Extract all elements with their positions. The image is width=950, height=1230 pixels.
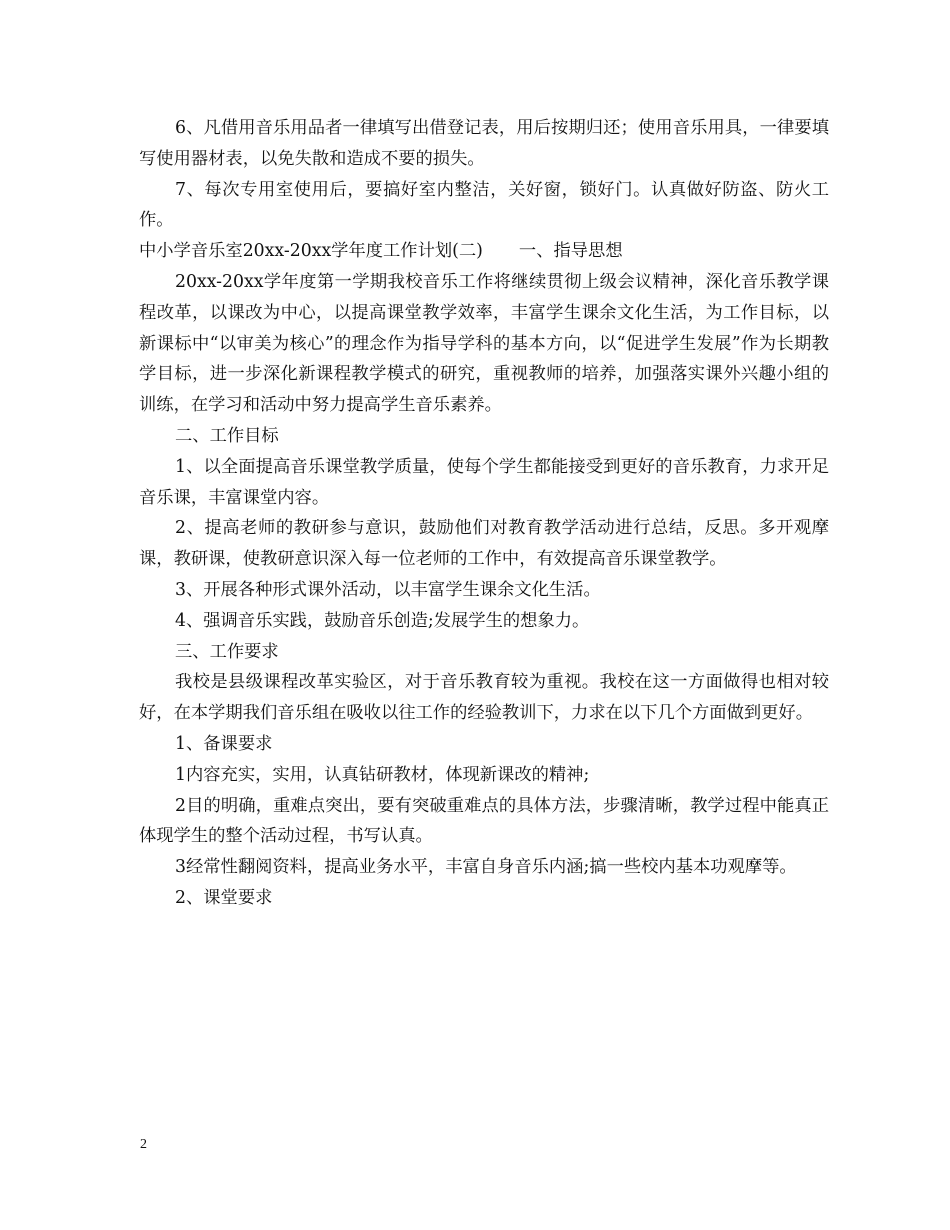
- lesson-prep-item-1: 1内容充实，实用，认真钻研教材，体现新课改的精神;: [175, 764, 590, 785]
- section-heading-work-goals: 二、工作目标: [175, 425, 279, 446]
- lesson-prep-item-3: 3经常性翻阅资料，提高业务水平，丰富自身音乐内涵;搞一些校内基本功观摩等。: [175, 857, 797, 878]
- lesson-prep-item-2: 2目的明确，重难点突出，要有突破重难点的具体方法，步骤清晰，教学过程中能真正体现学生的整个活动过程，书写认真。: [139, 795, 829, 847]
- document-body: [139, 113, 829, 914]
- section-heading-work-requirements: 三、工作要求: [175, 641, 279, 662]
- goal-item-1: 1、以全面提高音乐课堂教学质量，使每个学生都能接受到更好的音乐教育，力求开足音乐课，丰富课堂内容。: [139, 456, 829, 508]
- goal-item-3: 3、开展各种形式课外活动，以丰富学生课余文化生活。: [175, 579, 601, 600]
- document-title-line: [139, 236, 829, 267]
- subheading-lesson-prep: 1、备课要求: [175, 733, 273, 754]
- goal-item-4: 4、强调音乐实践，鼓励音乐创造;发展学生的想象力。: [175, 610, 590, 631]
- section-heading-guiding-thought: 一、指导思想: [518, 241, 623, 262]
- paragraph-6: 6、凡借用音乐用品者一律填写出借登记表，用后按期归还；使用音乐用具，一律要填写使用器材表，以免失散和造成不要的损失。: [139, 118, 829, 169]
- paragraph-requirements-intro: 我校是县级课程改革实验区，对于音乐教育较为重视。我校在这一方面做得也相对较好，在本学期我们音乐组在吸收以往工作的经验教训下，力求在以下几个方面做到更好。: [139, 672, 829, 724]
- paragraph-guiding-thought: 20xx-20xx学年度第一学期我校音乐工作将继续贯彻上级会议精神，深化音乐教学课程改革，以课改为中心，以提高课堂教学效率，丰富学生课余文化生活，为工作目标，以新课标中“以审美为核心”的理念作为指导学科的基本方向，以“促进学生发展”作为长期教学目标，进一步深化新课程教学模式的研究，重视教师的培养，加强落实课外兴趣小组的训练，在学习和活动中努力提高学生音乐素养。: [139, 271, 829, 416]
- goal-item-2: 2、提高老师的教研参与意识，鼓励他们对教育教学活动进行总结，反思。多开观摩课，教研课，使教研意识深入每一位老师的工作中，有效提高音乐课堂教学。: [139, 518, 829, 570]
- subheading-classroom: 2、课堂要求: [175, 887, 273, 908]
- page-number: 2: [140, 1137, 147, 1152]
- document-title: 中小学音乐室20xx-20xx学年度工作计划(二): [139, 241, 483, 262]
- paragraph-7: 7、每次专用室使用后，要搞好室内整洁，关好窗，锁好门。认真做好防盗、防火工作。: [139, 179, 829, 231]
